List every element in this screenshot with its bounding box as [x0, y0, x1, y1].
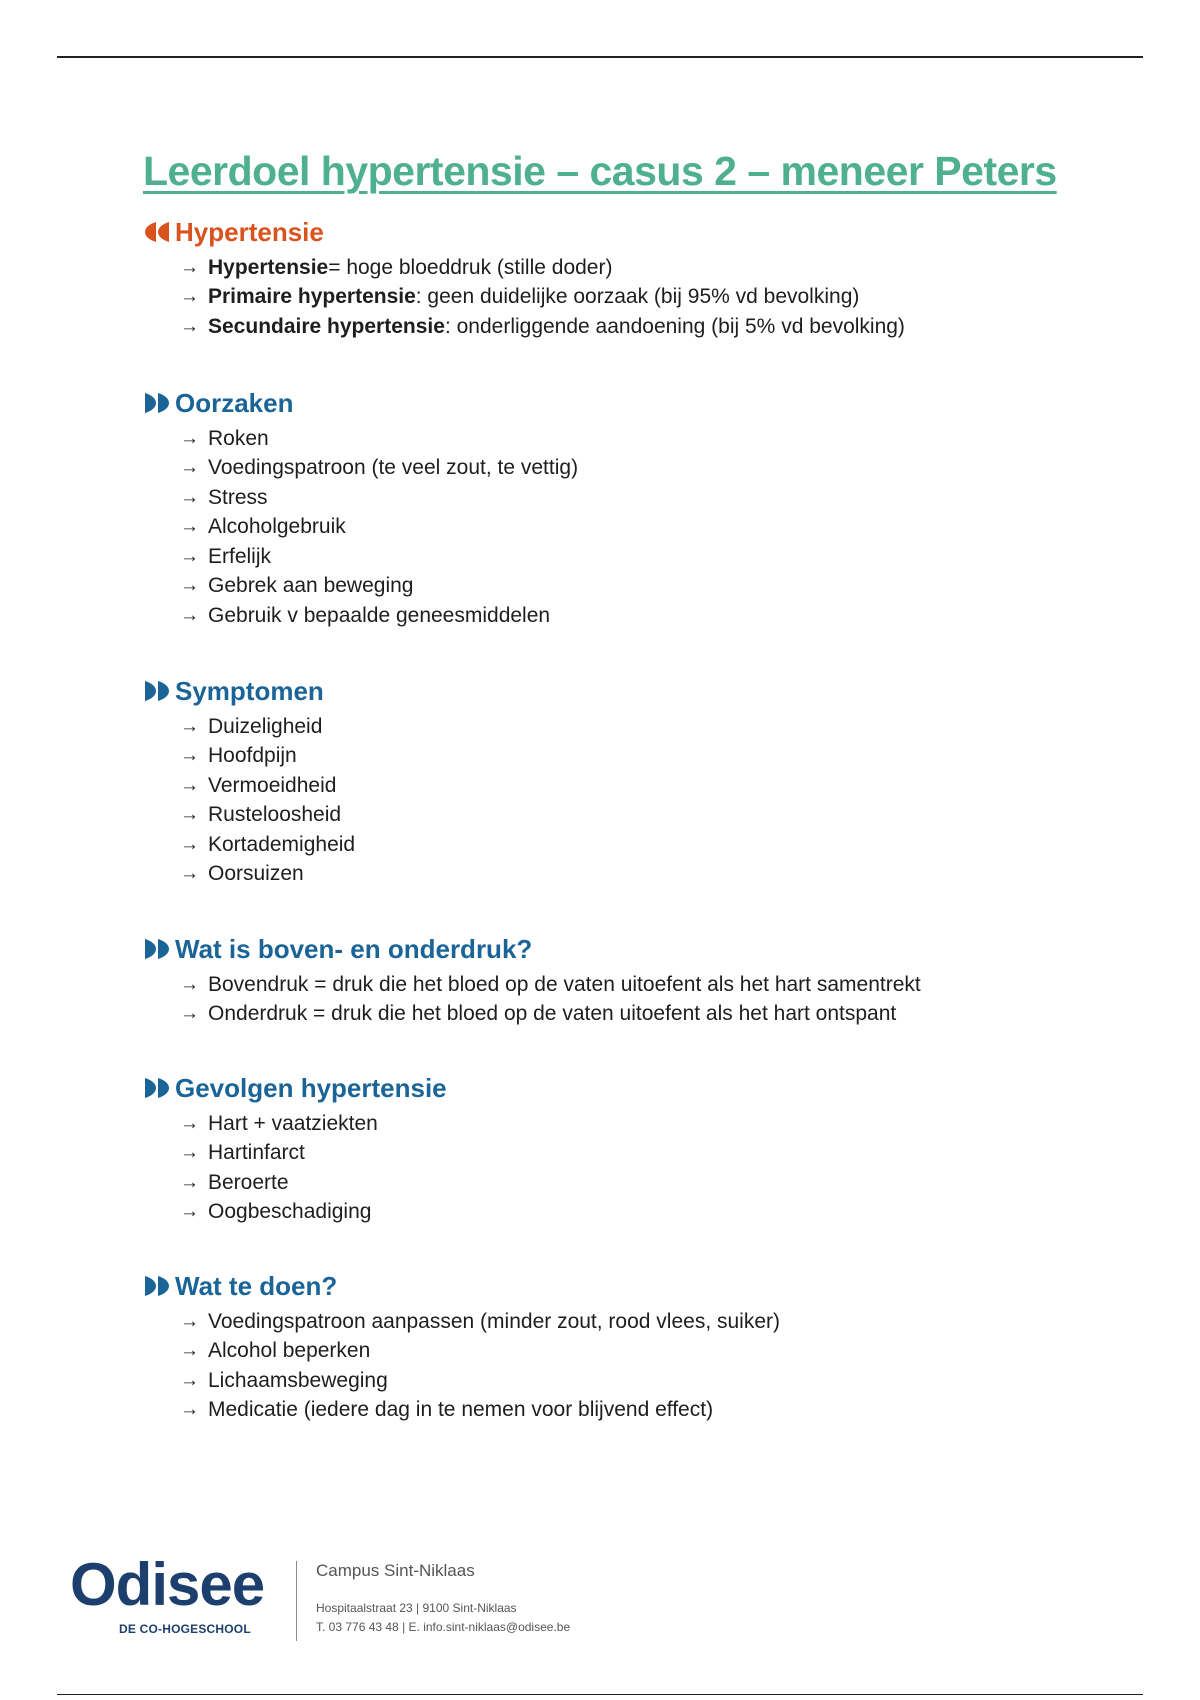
list-item — [143, 970, 1143, 1000]
top-rule — [57, 56, 1143, 58]
list-item — [143, 283, 1143, 313]
footer-divider — [296, 1561, 297, 1641]
item-term: Hypertensie — [208, 255, 329, 279]
item-text: Hartinfarct — [208, 1141, 305, 1165]
arrow-right-icon: → — [180, 1399, 199, 1421]
item-text: Hart + vaatziekten — [208, 1111, 378, 1135]
arrow-right-icon: → — [180, 1369, 199, 1391]
list-item — [143, 601, 1143, 631]
list-item — [143, 1139, 1143, 1169]
double-chevron-right-icon — [143, 937, 171, 961]
arrow-right-icon: → — [180, 973, 199, 995]
arrow-right-icon: → — [180, 516, 199, 538]
bullet-list — [143, 712, 1143, 889]
section-heading — [143, 1071, 1143, 1105]
arrow-right-icon: → — [180, 1171, 199, 1193]
section-gevolgen — [143, 1071, 1143, 1227]
item-text: Kortademigheid — [208, 832, 356, 856]
list-item — [143, 483, 1143, 513]
arrow-right-icon: → — [180, 486, 199, 508]
list-item — [143, 1396, 1143, 1426]
arrow-right-icon: → — [180, 604, 199, 626]
section-oorzaken — [143, 386, 1143, 631]
bullet-list — [143, 1109, 1143, 1227]
item-text: Oogbeschadiging — [208, 1200, 372, 1224]
item-text: Voedingspatroon aanpassen (minder zout, rood vlees, suiker) — [208, 1309, 781, 1333]
list-item — [143, 1109, 1143, 1139]
campus-address: Hospitaalstraat 23 | 9100 Sint-Niklaas — [316, 1601, 517, 1615]
item-text: Vermoeidheid — [208, 773, 337, 797]
bottom-rule — [57, 1694, 1143, 1695]
item-text: Alcoholgebruik — [208, 515, 346, 539]
arrow-right-icon: → — [180, 715, 199, 737]
list-item — [143, 1337, 1143, 1367]
list-item — [143, 1168, 1143, 1198]
list-item — [143, 312, 1143, 342]
item-text: Alcohol beperken — [208, 1339, 371, 1363]
section-wat-te-doen — [143, 1269, 1143, 1425]
section-symptomen — [143, 674, 1143, 889]
arrow-right-icon: → — [180, 1201, 199, 1223]
section-heading-text: Wat is boven- en onderdruk? — [175, 933, 533, 964]
double-chevron-right-icon — [143, 679, 171, 703]
arrow-right-icon: → — [180, 315, 199, 337]
item-text: Oorsuizen — [208, 862, 304, 886]
arrow-right-icon: → — [180, 833, 199, 855]
section-heading-text: Gevolgen hypertensie — [175, 1072, 447, 1103]
item-text: Voedingspatroon (te veel zout, te vettig) — [208, 456, 579, 480]
item-text: Duizeligheid — [208, 714, 323, 738]
section-heading — [143, 674, 1143, 708]
double-chevron-right-icon — [143, 1274, 171, 1298]
section-heading-text: Symptomen — [175, 675, 324, 706]
list-item — [143, 771, 1143, 801]
list-item — [143, 1198, 1143, 1228]
odisee-logo: Odisee — [70, 1551, 265, 1618]
list-item — [143, 1000, 1143, 1030]
arrow-right-icon: → — [180, 1142, 199, 1164]
section-heading — [143, 386, 1143, 420]
item-term: Secundaire hypertensie — [208, 314, 445, 338]
bullet-list — [143, 970, 1143, 1029]
section-heading-text: Wat te doen? — [175, 1270, 338, 1301]
bullet-list — [143, 424, 1143, 631]
quote-open-icon — [143, 220, 171, 244]
list-item — [143, 424, 1143, 454]
section-boven-onderdruk — [143, 932, 1143, 1029]
arrow-right-icon: → — [180, 457, 199, 479]
arrow-right-icon: → — [180, 1340, 199, 1362]
arrow-right-icon: → — [180, 804, 199, 826]
arrow-right-icon: → — [180, 1112, 199, 1134]
list-item — [143, 542, 1143, 572]
list-item — [143, 1366, 1143, 1396]
item-text: Onderdruk = druk die het bloed op de vaten uitoefent als het hart ontspant — [208, 1002, 897, 1026]
section-heading — [143, 215, 1143, 249]
section-heading — [143, 932, 1143, 966]
item-text: : geen duidelijke oorzaak (bij 95% vd bevolking) — [415, 285, 860, 309]
list-item — [143, 253, 1143, 283]
item-text: Roken — [208, 426, 269, 450]
section-heading — [143, 1269, 1143, 1303]
item-text: : onderliggende aandoening (bij 5% vd bevolking) — [444, 314, 905, 338]
arrow-right-icon: → — [180, 1003, 199, 1025]
double-chevron-right-icon — [143, 1076, 171, 1100]
section-heading-text: Oorzaken — [175, 387, 294, 418]
item-text: Gebruik v bepaalde geneesmiddelen — [208, 603, 551, 627]
item-text: Gebrek aan beweging — [208, 574, 414, 598]
page-title: Leerdoel hypertensie – casus 2 – meneer Peters — [143, 148, 1057, 194]
item-text: Bovendruk = druk die het bloed op de vaten uitoefent als het hart samentrekt — [208, 972, 921, 996]
section-heading-text: Hypertensie — [175, 216, 324, 247]
arrow-right-icon: → — [180, 545, 199, 567]
arrow-right-icon: → — [180, 575, 199, 597]
list-item — [143, 712, 1143, 742]
list-item — [143, 830, 1143, 860]
footer — [70, 1551, 670, 1655]
bullet-list — [143, 1307, 1143, 1425]
arrow-right-icon: → — [180, 286, 199, 308]
double-chevron-right-icon — [143, 391, 171, 415]
item-text: Erfelijk — [208, 544, 272, 568]
list-item — [143, 454, 1143, 484]
arrow-right-icon: → — [180, 427, 199, 449]
arrow-right-icon: → — [180, 863, 199, 885]
arrow-right-icon: → — [180, 1310, 199, 1332]
section-hypertensie — [143, 215, 1143, 342]
list-item — [143, 860, 1143, 890]
bullet-list — [143, 253, 1143, 342]
item-text: = hoge bloeddruk (stille doder) — [328, 255, 613, 279]
arrow-right-icon: → — [180, 774, 199, 796]
item-text: Rusteloosheid — [208, 803, 342, 827]
item-text: Lichaamsbeweging — [208, 1368, 388, 1392]
list-item — [143, 1307, 1143, 1337]
list-item — [143, 513, 1143, 543]
list-item — [143, 572, 1143, 602]
arrow-right-icon: → — [180, 745, 199, 767]
campus-contact: T. 03 776 43 48 | E. info.sint-niklaas@odisee.be — [316, 1620, 571, 1634]
list-item — [143, 801, 1143, 831]
logo-tagline: DE CO-HOGESCHOOL — [119, 1622, 251, 1636]
item-text: Stress — [208, 485, 268, 509]
list-item — [143, 742, 1143, 772]
item-term: Primaire hypertensie — [208, 285, 416, 309]
arrow-right-icon: → — [180, 256, 199, 278]
campus-name: Campus Sint-Niklaas — [316, 1561, 475, 1580]
item-text: Medicatie (iedere dag in te nemen voor blijvend effect) — [208, 1398, 714, 1422]
item-text: Hoofdpijn — [208, 744, 297, 768]
item-text: Beroerte — [208, 1170, 289, 1194]
